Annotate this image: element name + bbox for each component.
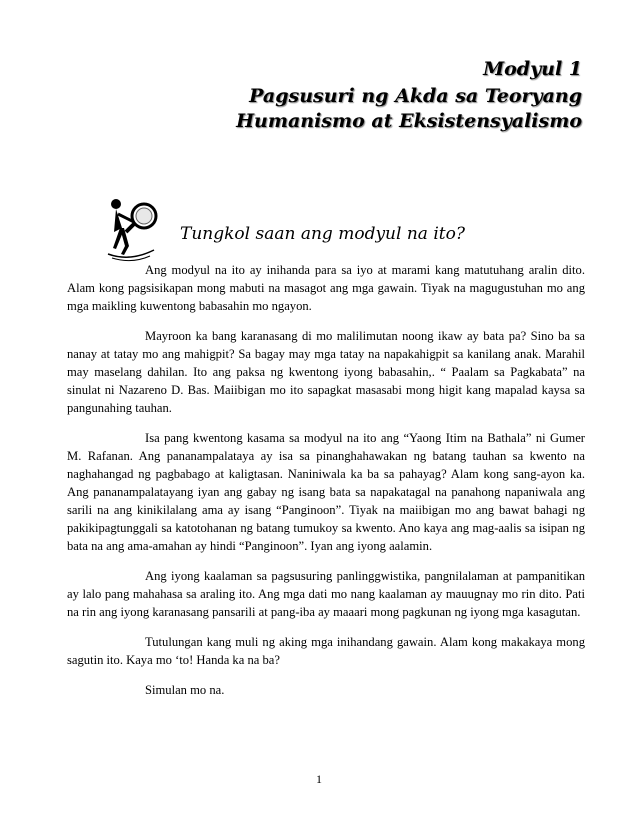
page-number: 1 — [316, 772, 322, 786]
paragraph-story-1: Mayroon ka bang karanasang di mo malilimutan noong ikaw ay bata pa? Sino ba sa nanay at tatay mo ang mahigpit? Sa bagay may mga tatay na napakahigpit sa kanilang anak. Marahil may maselang dahilan. Ito ang paksa ng kwentong iyong babasahin,. “ Paalam sa Pagkabata” na sinulat ni Nazareno D. Bas. Maiibigan mo ito sapagkat masasabi mong higit kang mapalad kaysa sa pangunahing tauhan. — [67, 329, 585, 415]
paragraph-help: Tutulungan kang muli ng aking mga inihandang gawain. Alam kong makakaya mong sagutin ito. Kaya mo ‘to! Handa ka na ba? — [67, 635, 585, 667]
module-title-line2: Humanismo at Eksistensyalismo — [236, 110, 582, 132]
module-title-line1: Pagsusuri ng Akda sa Teoryang — [249, 85, 582, 107]
paragraph-start: Simulan mo na. — [145, 683, 225, 697]
section-question: Tungkol saan ang modyul na ito? — [180, 224, 465, 244]
paragraph-story-2: Isa pang kwentong kasama sa modyul na ito ang “Yaong Itim na Bathala” ni Gumer M. Rafanan. Ang pananampalataya ay isa sa pinanghahawakan ng batang tauhan sa kwento na naghahangad ng pagbabago at kaligtasan. Naniniwala ka ba sa pahayag? Alam kong sang-ayon ka. Ang pananampalatayang iyan ang gabay ng isang bata sa napakatagal na panahong napaniwala ang sarili na ang kinikilalang ama ay isang “Panginoon”. Tiyak na maiibigan mo ang bawat bahagi ng pakikipagtunggali sa katotohanan ng batang tumukoy sa kwento. Ano kaya ang mag-aalis sa isipan ng bata na ang ama-amahan ay hindi “Panginoon”. Iyan ang iyong aalamin. — [67, 431, 585, 553]
paragraph-knowledge: Ang iyong kaalaman sa pagsusuring panlinggwistika, pangnilalaman at pampanitikan ay lalo pang mahahasa sa araling ito. Ang mga dati mo nang kaalaman ay mauugnay mo rin dito. Pati na rin ang iyong karanasang pansarili at pang-iba ay maaari mong pagkunan ng iyong mga kasagutan. — [67, 569, 585, 619]
module-number: Modyul 1 — [483, 58, 582, 80]
paragraph-intro: Ang modyul na ito ay inihanda para sa iyo at marami kang matutuhang aralin dito. Alam kong pagsisikapan mong mabuti na masagot ang mga gawain. Tiyak na magugustuhan mo ang mga maikling kuwentong babasahin mo ngayon. — [67, 263, 585, 313]
body-text — [67, 261, 585, 711]
person-with-magnifying-glass-icon — [98, 196, 162, 268]
